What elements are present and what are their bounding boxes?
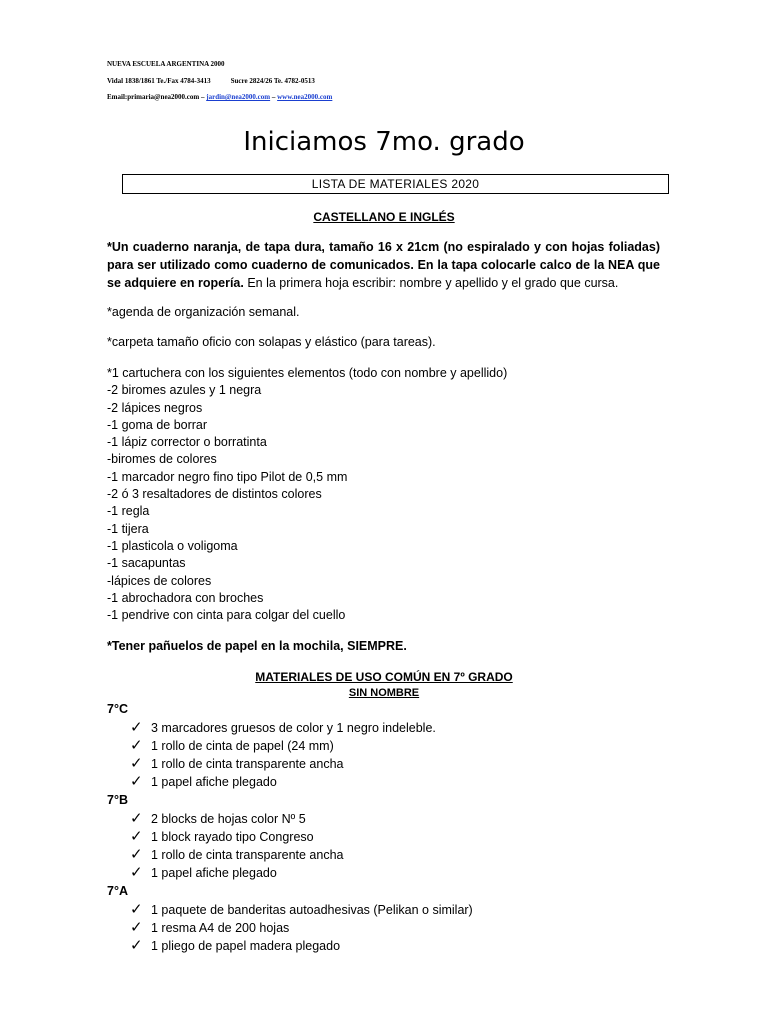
cartuchera-list [107, 365, 507, 624]
list-item: -1 goma de borrar [107, 417, 208, 432]
separator: – [271, 93, 276, 101]
agenda-line: *agenda de organización semanal. [107, 305, 300, 319]
panuelos-note: *Tener pañuelos de papel en la mochila, SIEMPRE. [107, 639, 407, 653]
section-title: CASTELLANO E INGLÉS [313, 210, 455, 224]
checkmark-icon: ✓ [130, 828, 143, 845]
list-item: ✓ 1 pliego de papel madera plegado [130, 937, 341, 954]
list-item: -1 regla [107, 504, 150, 519]
grade-heading-7a: 7°A [107, 884, 128, 898]
grade-7c-list [130, 719, 436, 791]
checkmark-icon: ✓ [130, 737, 143, 754]
page-title: Iniciamos 7mo. grado [243, 127, 525, 157]
checkmark-icon: ✓ [130, 864, 143, 881]
school-addresses [107, 77, 315, 85]
list-item: -1 plasticola o voligoma [107, 538, 238, 553]
list-item: -biromes de colores [107, 452, 217, 467]
list-item: ✓ 1 rollo de cinta transparente ancha [130, 846, 344, 863]
list-item: -1 tijera [107, 521, 149, 536]
list-item: -1 pendrive con cinta para colgar del cuello [107, 608, 346, 623]
list-item: -2 biromes azules y 1 negra [107, 383, 262, 398]
list-item: ✓ 1 paquete de banderitas autoadhesivas (Pelikan o similar) [130, 901, 473, 918]
checkmark-icon: ✓ [130, 773, 143, 790]
checkmark-icon: ✓ [130, 901, 143, 918]
address-vidal: Vidal 1838/1861 Te./Fax 4784-3413 [107, 77, 211, 85]
school-name: NUEVA ESCUELA ARGENTINA 2000 [107, 60, 225, 68]
address-sucre: Sucre 2824/26 Te. 4782-0513 [230, 77, 315, 85]
list-item: ✓ 1 rollo de cinta de papel (24 mm) [130, 737, 334, 754]
list-item: ✓ 1 resma A4 de 200 hojas [130, 919, 290, 936]
list-item: ✓ 3 marcadores gruesos de color y 1 negro indeleble. [130, 719, 436, 736]
carpeta-line: *carpeta tamaño oficio con solapas y elástico (para tareas). [107, 335, 436, 349]
list-item: -2 ó 3 resaltadores de distintos colores [107, 487, 322, 502]
list-item: ✓ 1 papel afiche plegado [130, 864, 277, 881]
grade-7a-list [130, 901, 473, 955]
cuaderno-bold-text: *Un cuaderno naranja, de tapa dura, tamaño 16 x 21cm (no espiralado y con hojas foliadas) para ser utilizado como cuaderno de comunicados. En la tapa colocarle calco de la NEA que se adquiere en ropería. [107, 240, 660, 290]
common-materials-title: MATERIALES DE USO COMÚN EN 7º GRADO [255, 670, 513, 684]
list-item: -2 lápices negros [107, 400, 203, 415]
list-title-box: LISTA DE MATERIALES 2020 [122, 174, 669, 194]
list-item: -1 lápiz corrector o borratinta [107, 435, 267, 450]
checkmark-icon: ✓ [130, 919, 143, 936]
email-jardin-link[interactable]: jardin@nea2000.com [206, 93, 271, 101]
grade-heading-7b: 7°B [107, 793, 128, 807]
list-item: -lápices de colores [107, 573, 212, 588]
cuaderno-rest-text: En la primera hoja escribir: nombre y apellido y el grado que cursa. [243, 276, 619, 290]
list-item: ✓ 2 blocks de hojas color Nº 5 [130, 810, 306, 827]
grade-7b-list [130, 810, 344, 882]
checkmark-icon: ✓ [130, 719, 143, 736]
list-item: ✓ 1 block rayado tipo Congreso [130, 828, 314, 845]
checkmark-icon: ✓ [130, 810, 143, 827]
list-item: ✓ 1 rollo de cinta transparente ancha [130, 755, 344, 772]
website-link[interactable]: www.nea2000.com [277, 93, 333, 101]
list-item: -1 marcador negro fino tipo Pilot de 0,5 mm [107, 469, 348, 484]
checkmark-icon: ✓ [130, 755, 143, 772]
cuaderno-paragraph [107, 238, 660, 292]
grade-heading-7c: 7°C [107, 702, 128, 716]
list-item: -1 sacapuntas [107, 556, 186, 571]
checkmark-icon: ✓ [130, 846, 143, 863]
list-item: *1 cartuchera con los siguientes elementos (todo con nombre y apellido) [107, 366, 508, 380]
list-item: -1 abrochadora con broches [107, 590, 264, 605]
checkmark-icon: ✓ [130, 937, 143, 954]
email-primaria: Email:primaria@nea2000.com – [107, 93, 205, 101]
contact-line [107, 93, 332, 101]
list-item: ✓ 1 papel afiche plegado [130, 773, 277, 790]
common-materials-subtitle: SIN NOMBRE [348, 687, 420, 699]
